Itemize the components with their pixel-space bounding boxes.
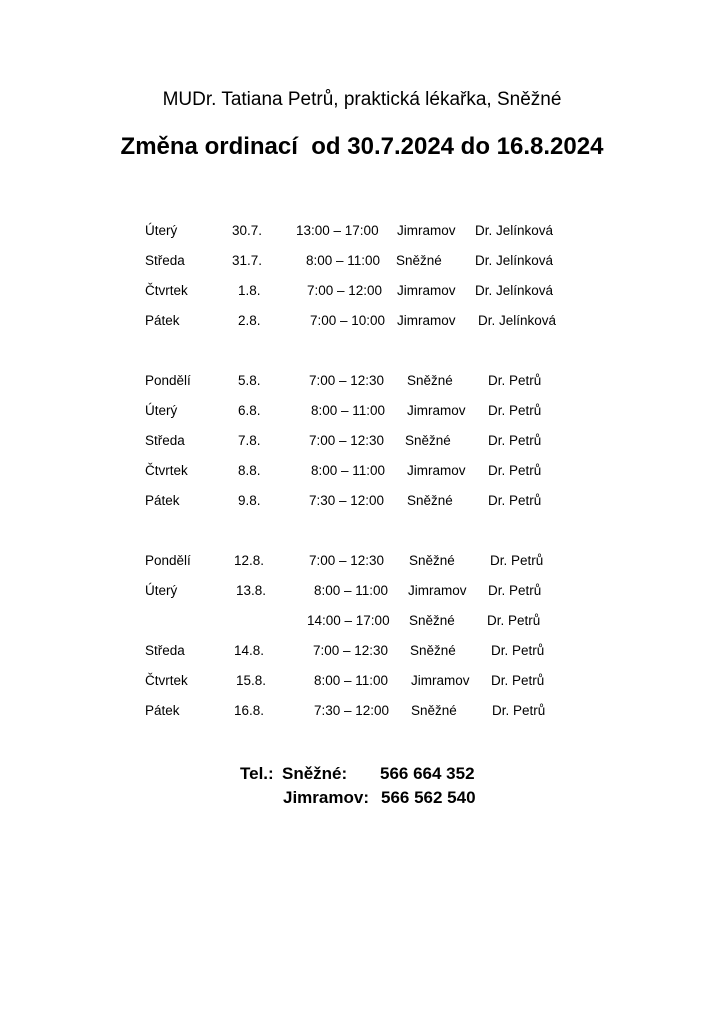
row-day: Pátek — [145, 703, 180, 718]
row-place: Jimramov — [397, 223, 456, 238]
row-day: Pátek — [145, 313, 180, 328]
row-doctor: Dr. Jelínková — [475, 283, 554, 298]
row-time: 8:00 – 11:00 — [311, 463, 386, 478]
row-doctor: Dr. Petrů — [488, 583, 542, 598]
row-time: 7:00 – 12:00 — [307, 283, 383, 298]
snezne-phone: 566 664 352 — [380, 764, 475, 783]
row-date: 2.8. — [238, 313, 261, 328]
row-doctor: Dr. Jelínková — [475, 253, 554, 268]
row-time: 8:00 – 11:00 — [314, 583, 389, 598]
row-place: Jimramov — [397, 313, 456, 328]
schedule-row — [0, 551, 724, 571]
row-date: 13.8. — [236, 583, 267, 598]
row-date: 7.8. — [238, 433, 261, 448]
tel-label: Tel.: — [240, 764, 274, 783]
row-doctor: Dr. Petrů — [488, 373, 542, 388]
row-date: 31.7. — [232, 253, 263, 268]
schedule-row — [0, 371, 724, 391]
row-date: 15.8. — [236, 673, 267, 688]
row-doctor: Dr. Jelínková — [478, 313, 557, 328]
snezne-label: Sněžné: — [282, 764, 348, 783]
schedule-row — [0, 701, 724, 721]
row-time: 7:00 – 12:30 — [309, 553, 385, 568]
row-day: Čtvrtek — [145, 283, 188, 298]
schedule-row — [0, 401, 724, 421]
row-date: 5.8. — [238, 373, 261, 388]
row-time: 7:30 – 12:00 — [309, 493, 385, 508]
row-time: 8:00 – 11:00 — [314, 673, 389, 688]
row-place: Sněžné — [411, 703, 457, 718]
row-place: Sněžné — [405, 433, 451, 448]
jimramov-phone: 566 562 540 — [381, 788, 476, 807]
schedule-row — [0, 251, 724, 271]
row-day: Středa — [145, 253, 185, 268]
row-day: Úterý — [145, 223, 178, 238]
row-place: Sněžné — [410, 643, 456, 658]
row-doctor: Dr. Petrů — [492, 703, 546, 718]
row-time: 7:30 – 12:00 — [314, 703, 390, 718]
schedule-row — [0, 281, 724, 301]
row-time: 7:00 – 12:30 — [309, 433, 385, 448]
row-day: Pondělí — [145, 553, 191, 568]
page-title: Změna ordinací od 30.7.2024 do 16.8.2024 — [120, 133, 604, 160]
row-day: Čtvrtek — [145, 673, 188, 688]
row-date: 30.7. — [232, 223, 263, 238]
row-date: 1.8. — [238, 283, 261, 298]
row-doctor: Dr. Petrů — [488, 463, 542, 478]
row-time: 13:00 – 17:00 — [296, 223, 379, 238]
schedule-row — [0, 461, 724, 481]
row-date: 6.8. — [238, 403, 261, 418]
row-doctor: Dr. Petrů — [491, 673, 545, 688]
row-date: 12.8. — [234, 553, 265, 568]
row-day: Středa — [145, 433, 185, 448]
row-day: Čtvrtek — [145, 463, 188, 478]
row-place: Jimramov — [411, 673, 470, 688]
row-date: 16.8. — [234, 703, 265, 718]
row-doctor: Dr. Petrů — [488, 403, 542, 418]
row-day: Pondělí — [145, 373, 191, 388]
row-place: Jimramov — [407, 463, 466, 478]
row-date: 9.8. — [238, 493, 261, 508]
schedule-row — [0, 641, 724, 661]
schedule-row — [0, 431, 724, 451]
row-place: Sněžné — [407, 373, 453, 388]
schedule-row — [0, 581, 724, 601]
row-place: Sněžné — [396, 253, 442, 268]
row-date: 14.8. — [234, 643, 265, 658]
row-time: 7:00 – 12:30 — [313, 643, 389, 658]
row-place: Sněžné — [409, 553, 455, 568]
page-subtitle: MUDr. Tatiana Petrů, praktická lékařka, Sněžné — [162, 89, 562, 110]
row-time: 8:00 – 11:00 — [311, 403, 386, 418]
row-day: Středa — [145, 643, 185, 658]
schedule-row — [0, 221, 724, 241]
row-time: 8:00 – 11:00 — [306, 253, 381, 268]
row-time: 14:00 – 17:00 — [307, 613, 390, 628]
jimramov-label: Jimramov: — [283, 788, 369, 807]
row-day: Úterý — [145, 403, 178, 418]
row-place: Jimramov — [407, 403, 466, 418]
schedule-row — [0, 671, 724, 691]
row-place: Jimramov — [408, 583, 467, 598]
row-day: Pátek — [145, 493, 180, 508]
schedule-row — [0, 491, 724, 511]
row-doctor: Dr. Petrů — [490, 553, 544, 568]
row-doctor: Dr. Petrů — [491, 643, 545, 658]
row-doctor: Dr. Petrů — [488, 493, 542, 508]
row-date: 8.8. — [238, 463, 261, 478]
row-place: Sněžné — [409, 613, 455, 628]
row-doctor: Dr. Petrů — [488, 433, 542, 448]
row-place: Sněžné — [407, 493, 453, 508]
row-day: Úterý — [145, 583, 178, 598]
schedule-row — [0, 311, 724, 331]
schedule-row — [0, 611, 724, 631]
row-time: 7:00 – 12:30 — [309, 373, 385, 388]
row-place: Jimramov — [397, 283, 456, 298]
row-doctor: Dr. Petrů — [487, 613, 541, 628]
row-time: 7:00 – 10:00 — [310, 313, 386, 328]
row-doctor: Dr. Jelínková — [475, 223, 554, 238]
